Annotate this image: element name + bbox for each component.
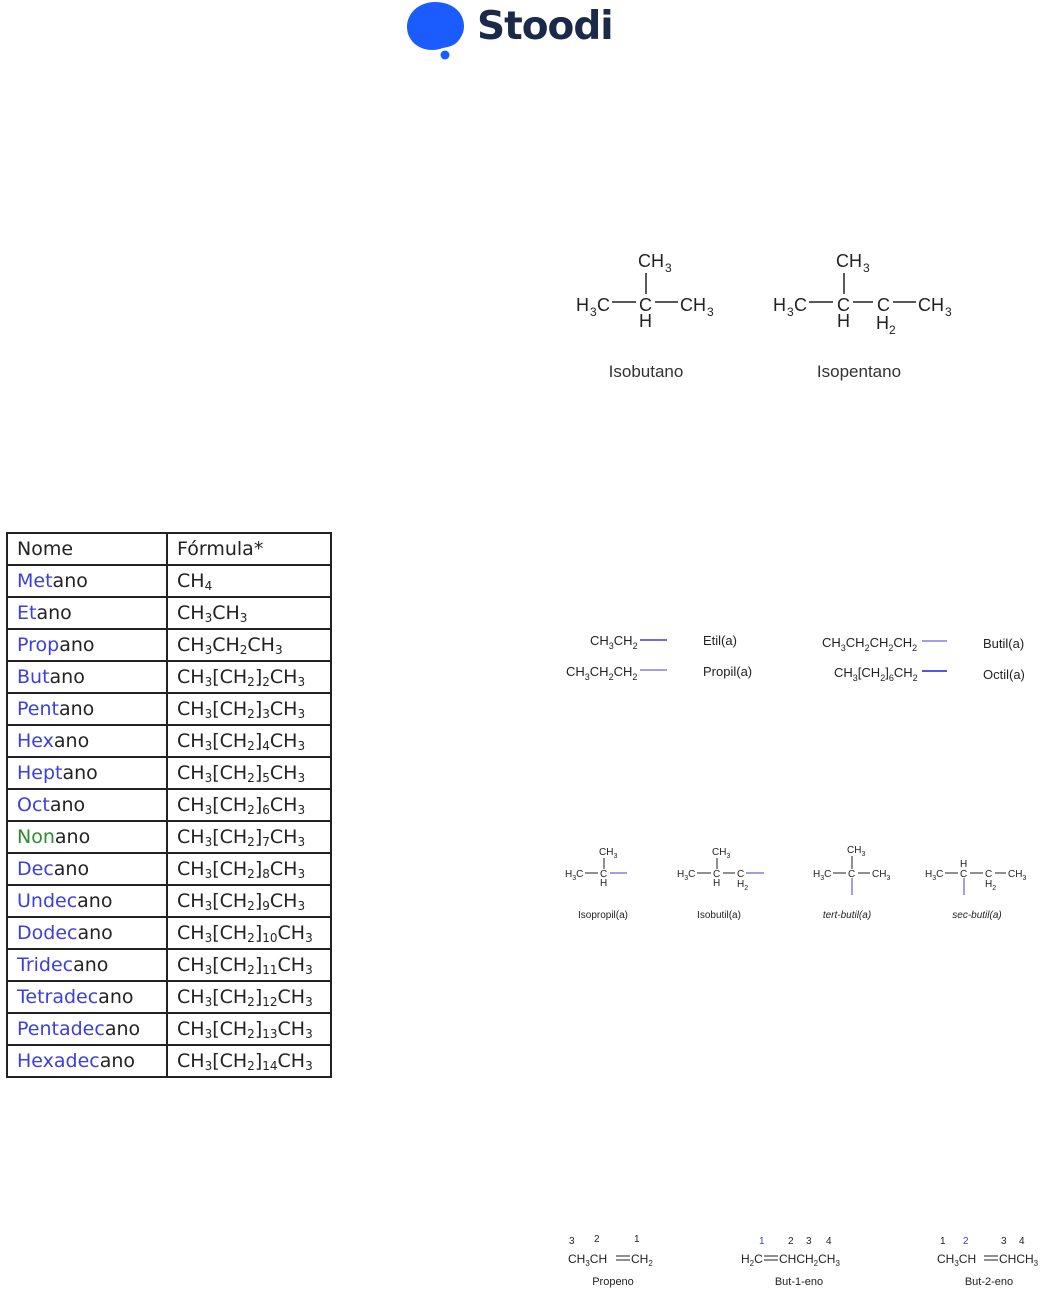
formula-part: ]	[254, 825, 263, 848]
table-row	[7, 757, 331, 789]
svg-text:3: 3	[945, 305, 952, 319]
formula-subscript: 3	[204, 674, 213, 689]
name-suffix: ano	[59, 634, 95, 656]
alkane-name-cell	[7, 565, 167, 597]
svg-text:CHCH3: $CHCH_3$	[999, 1252, 1039, 1268]
alkane-name-cell	[7, 597, 167, 629]
alkane-name-cell	[7, 1013, 167, 1045]
formula-subscript: 9	[262, 898, 270, 913]
svg-text:CH: CH	[638, 251, 664, 271]
formula-part: CH	[177, 697, 205, 720]
alkane-formula-cell	[167, 981, 331, 1013]
svg-text:CH3: $CH_3$	[1008, 869, 1027, 882]
formula-part: ]	[254, 857, 263, 880]
formula-part: ]	[254, 665, 263, 688]
svg-text:3: 3	[590, 305, 597, 319]
formula-part: ]	[254, 985, 263, 1008]
formula-part: CH	[269, 889, 298, 912]
formula-subscript: 3	[204, 962, 213, 977]
formula-subscript: 2	[247, 1058, 255, 1073]
svg-text:CH3: $CH_3$	[847, 845, 866, 858]
formula-part: ]	[254, 889, 263, 912]
formula-subscript: 3	[297, 706, 306, 721]
formula-part: ]	[254, 793, 263, 816]
formula-subscript: 3	[297, 738, 306, 753]
formula-subscript: 3	[204, 610, 213, 625]
formula-part: [CH	[212, 1049, 248, 1072]
formula-part: CH	[177, 761, 205, 784]
svg-text:CH: CH	[680, 295, 706, 315]
formula-subscript: 2	[262, 674, 270, 689]
svg-text:CH: CH	[836, 251, 862, 271]
svg-text:C: C	[597, 295, 610, 315]
formula-part: CH	[269, 729, 298, 752]
formula-part: [CH	[212, 985, 248, 1008]
table-row	[7, 725, 331, 757]
formula-part: CH	[269, 857, 298, 880]
formula-part: CH	[269, 825, 298, 848]
formula-part: CH	[177, 953, 205, 976]
formula-part: CH	[277, 921, 306, 944]
alkane-formula-cell	[167, 693, 331, 725]
alkane-formula-cell	[167, 565, 331, 597]
table-row	[7, 1045, 331, 1077]
formula-part: CH	[212, 601, 240, 624]
radical-label: Octil(a)	[983, 667, 1025, 682]
formula-part: CH	[269, 697, 298, 720]
alkane-name-cell	[7, 917, 167, 949]
formula-part: [CH	[212, 761, 248, 784]
formula-subscript: 5	[262, 770, 270, 785]
alkane-formula-cell	[167, 853, 331, 885]
svg-text:H2: $H_2$	[985, 879, 997, 892]
table-row	[7, 693, 331, 725]
formula-part: CH	[277, 1017, 306, 1040]
table-row	[7, 949, 331, 981]
name-prefix: Non	[17, 826, 55, 848]
formula-part: [CH	[212, 1017, 248, 1040]
formula-subscript: 3	[305, 962, 313, 977]
svg-text:H: H	[837, 311, 850, 331]
carbon-number: 3	[569, 1236, 575, 1247]
name-prefix: But	[17, 666, 50, 688]
table-row	[7, 981, 331, 1013]
alkane-formula-cell	[167, 885, 331, 917]
formula-subscript: 3	[297, 898, 306, 913]
name-suffix: ano	[49, 666, 85, 688]
name-suffix: ano	[99, 1050, 136, 1072]
alkene-label: But-1-eno	[774, 1276, 824, 1288]
name-prefix: Et	[17, 602, 37, 624]
formula-subscript: 3	[297, 770, 306, 785]
svg-text:C: C	[794, 295, 807, 315]
branched-radical-label: Isopropil(a)	[577, 910, 629, 921]
formula-part: [CH	[212, 825, 248, 848]
formula-subscript: 3	[204, 642, 213, 657]
alkane-formula-cell	[167, 725, 331, 757]
formula-part: CH	[177, 729, 205, 752]
name-prefix: Tetradec	[17, 986, 99, 1008]
formula-subscript: 10	[262, 930, 278, 945]
name-suffix: ano	[52, 570, 88, 592]
formula-subscript: 2	[247, 770, 255, 785]
radical-label: Propil(a)	[703, 664, 753, 679]
formula-subscript: 2	[247, 802, 255, 817]
name-suffix: ano	[58, 698, 95, 720]
branched-radical-label: Isobutil(a)	[697, 910, 741, 921]
formula-subscript: 3	[204, 802, 213, 817]
name-suffix: ano	[98, 986, 134, 1008]
svg-text:CH3: $CH_3$	[712, 847, 731, 860]
formula-part: CH	[269, 665, 298, 688]
formula-subscript: 3	[274, 642, 283, 657]
formula-part: CH	[177, 985, 205, 1008]
alkane-name-cell	[7, 757, 167, 789]
formula-subscript: 3	[204, 1026, 213, 1041]
isomer-label: Isopentano	[816, 362, 902, 381]
alkane-name-cell	[7, 629, 167, 661]
alkane-name-cell	[7, 661, 167, 693]
name-prefix: Hept	[17, 762, 63, 784]
formula-part: ]	[254, 1017, 263, 1040]
svg-text:CH3CH2CH2CH2: $CH_3CH_2CH_2CH_2$	[822, 635, 918, 653]
table-row	[7, 885, 331, 917]
formula-part: ]	[254, 1049, 263, 1072]
name-prefix: Hexadec	[17, 1050, 100, 1072]
name-prefix: Met	[17, 570, 53, 592]
svg-text:C: C	[985, 869, 993, 880]
formula-part: ]	[254, 729, 263, 752]
name-suffix: ano	[62, 762, 98, 784]
svg-text:CH3CH: $CH_3CH$	[937, 1252, 977, 1268]
formula-subscript: 11	[262, 962, 278, 977]
name-prefix: Pent	[17, 698, 59, 720]
svg-text:H2C: $H_2C$	[741, 1252, 763, 1268]
svg-text:C: C	[713, 869, 721, 880]
formula-part: CH	[177, 857, 205, 880]
carbon-number: 1	[634, 1234, 640, 1245]
alkene-label: But-2-eno	[964, 1276, 1014, 1288]
table-row	[7, 565, 331, 597]
formula-part: CH	[177, 825, 205, 848]
alkane-name-cell	[7, 853, 167, 885]
formula-part: CH	[212, 633, 240, 656]
formula-subscript: 3	[297, 802, 306, 817]
svg-text:H3C: $H_3C$	[813, 869, 832, 882]
formula-part: CH	[177, 569, 205, 592]
alkane-name-cell	[7, 725, 167, 757]
svg-text:H: H	[960, 859, 968, 870]
formula-subscript: 3	[297, 866, 306, 881]
formula-part: CH	[177, 633, 205, 656]
formula-subscript: 3	[204, 994, 213, 1009]
formula-part: CH	[177, 793, 205, 816]
radicals-diagram	[560, 625, 1040, 690]
formula-subscript: 2	[239, 642, 248, 657]
column-header-name: Nome	[7, 533, 167, 565]
svg-text:3: 3	[787, 305, 794, 319]
formula-subscript: 3	[204, 866, 213, 881]
table-row	[7, 1013, 331, 1045]
name-suffix: ano	[36, 602, 72, 624]
formula-part: CH	[277, 985, 306, 1008]
alkane-formula-cell	[167, 917, 331, 949]
column-header-formula: Fórmula*	[167, 533, 331, 565]
alkane-name-cell	[7, 949, 167, 981]
svg-text:H: H	[576, 295, 589, 315]
isomer-label: Isobutano	[608, 362, 684, 381]
svg-text:H: H	[773, 295, 786, 315]
svg-text:CH3CH: $CH_3CH$	[568, 1252, 608, 1268]
formula-subscript: 2	[247, 674, 255, 689]
alkane-formula-cell	[167, 629, 331, 661]
svg-text:C: C	[639, 295, 652, 315]
alkenes-diagram	[560, 1232, 1046, 1292]
name-suffix: ano	[77, 890, 113, 912]
svg-text:CH2: $CH_2$	[631, 1252, 653, 1268]
formula-part: CH	[177, 601, 205, 624]
svg-text:H: H	[713, 878, 721, 889]
formula-part: [CH	[212, 665, 248, 688]
formula-part: CH	[177, 665, 205, 688]
formula-subscript: 3	[239, 610, 248, 625]
name-prefix: Oct	[17, 794, 50, 816]
alkane-formula-cell	[167, 1045, 331, 1077]
svg-text:H: H	[600, 878, 608, 889]
formula-part: CH	[177, 1017, 205, 1040]
carbon-number: 4	[1019, 1236, 1025, 1247]
formula-subscript: 3	[204, 738, 213, 753]
formula-subscript: 2	[247, 706, 255, 721]
svg-text:C: C	[877, 295, 890, 315]
formula-part: [CH	[212, 697, 248, 720]
svg-text:H3C: $H_3C$	[565, 869, 584, 882]
svg-text:H2: $H_2$	[737, 879, 749, 892]
svg-text:3: 3	[665, 261, 672, 275]
formula-subscript: 3	[305, 930, 313, 945]
formula-part: [CH	[212, 729, 248, 752]
svg-text:C: C	[600, 869, 608, 880]
name-suffix: ano	[49, 794, 86, 816]
name-suffix: ano	[53, 730, 90, 752]
name-prefix: Pentadec	[17, 1018, 105, 1040]
carbon-number: 3	[1001, 1236, 1007, 1247]
formula-subscript: 2	[247, 898, 255, 913]
formula-subscript: 2	[247, 866, 255, 881]
formula-subscript: 4	[204, 578, 213, 593]
alkene-label: Propeno	[592, 1276, 634, 1288]
svg-text:H: H	[639, 311, 652, 331]
formula-subscript: 3	[204, 930, 213, 945]
formula-part: CH	[277, 953, 306, 976]
formula-subscript: 6	[262, 802, 270, 817]
formula-part: CH	[177, 1049, 205, 1072]
table-row	[7, 629, 331, 661]
formula-subscript: 2	[247, 834, 255, 849]
formula-subscript: 2	[247, 930, 255, 945]
alkane-formula-cell	[167, 757, 331, 789]
stoodi-logo[interactable]	[405, 0, 645, 62]
svg-text:3: 3	[707, 305, 714, 319]
formula-part: CH	[247, 633, 275, 656]
alkane-name-cell	[7, 789, 167, 821]
branched-radical-label: sec-butil(a)	[952, 910, 1002, 921]
formula-part: ]	[254, 697, 263, 720]
svg-text:2: 2	[889, 323, 896, 337]
carbon-number: 2	[594, 1234, 600, 1245]
svg-text:CH3: $CH_3$	[872, 869, 891, 882]
table-row	[7, 917, 331, 949]
table-header-row	[7, 533, 331, 565]
formula-subscript: 3	[262, 706, 270, 721]
formula-subscript: 13	[262, 1026, 278, 1041]
carbon-number: 1	[940, 1236, 946, 1247]
svg-text:CH3: $CH_3$	[599, 847, 618, 860]
formula-subscript: 3	[204, 770, 213, 785]
formula-subscript: 12	[262, 994, 278, 1009]
alkane-formula-cell	[167, 661, 331, 693]
formula-subscript: 3	[204, 1058, 213, 1073]
alkane-name-cell	[7, 821, 167, 853]
svg-text:CH3CH2CH2: $CH_3CH_2CH_2$	[566, 664, 638, 682]
table-row	[7, 821, 331, 853]
formula-subscript: 3	[204, 834, 213, 849]
alkane-formula-cell	[167, 949, 331, 981]
svg-text:C: C	[837, 295, 850, 315]
speech-bubble-icon	[405, 0, 469, 62]
formula-part: CH	[277, 1049, 306, 1072]
formula-subscript: 2	[247, 738, 255, 753]
formula-part: ]	[254, 761, 263, 784]
formula-part: [CH	[212, 857, 248, 880]
radical-label: Etil(a)	[703, 633, 737, 648]
formula-part: [CH	[212, 793, 248, 816]
alkane-formula-cell	[167, 1013, 331, 1045]
formula-part: [CH	[212, 921, 248, 944]
alkane-name-cell	[7, 885, 167, 917]
formula-subscript: 2	[247, 994, 255, 1009]
brand-name: Stoodi	[477, 4, 613, 49]
formula-subscript: 14	[262, 1058, 278, 1073]
name-prefix: Dodec	[17, 922, 78, 944]
formula-part: ]	[254, 953, 263, 976]
svg-text:H3C: $H_3C$	[925, 869, 944, 882]
svg-text:CH3[CH2]6CH2: $CH_3[CH_2]_6CH_2$	[834, 665, 918, 683]
name-prefix: Tridec	[17, 954, 74, 976]
svg-text:C: C	[848, 869, 856, 880]
formula-part: CH	[177, 921, 205, 944]
table-row	[7, 661, 331, 693]
formula-subscript: 3	[305, 1026, 313, 1041]
table-row	[7, 789, 331, 821]
alkane-formula-cell	[167, 789, 331, 821]
alkane-formula-cell	[167, 597, 331, 629]
svg-text:3: 3	[863, 261, 870, 275]
carbon-number: 4	[826, 1236, 832, 1247]
carbon-number: 3	[806, 1236, 812, 1247]
alkane-name-cell	[7, 1045, 167, 1077]
name-suffix: ano	[104, 1018, 141, 1040]
formula-part: [CH	[212, 953, 248, 976]
formula-subscript: 4	[262, 738, 270, 753]
name-suffix: ano	[53, 858, 90, 880]
name-prefix: Prop	[17, 634, 60, 656]
formula-part: CH	[269, 793, 298, 816]
carbon-number: 2	[963, 1236, 969, 1247]
formula-part: CH	[177, 889, 205, 912]
alkane-name-cell	[7, 981, 167, 1013]
name-prefix: Hex	[17, 730, 54, 752]
alkane-name-cell	[7, 693, 167, 725]
svg-text:CH: CH	[918, 295, 944, 315]
formula-subscript: 3	[297, 674, 306, 689]
branched-radical-label: tert-butil(a)	[822, 910, 872, 921]
formula-part: CH	[269, 761, 298, 784]
svg-text:CHCH2CH3: $CHCH_2CH_3$	[779, 1252, 840, 1268]
radical-label: Butil(a)	[983, 636, 1025, 651]
formula-subscript: 2	[247, 1026, 255, 1041]
formula-subscript: 3	[204, 898, 213, 913]
formula-subscript: 8	[262, 866, 270, 881]
formula-part: ]	[254, 921, 263, 944]
formula-part: [CH	[212, 889, 248, 912]
alkane-table	[6, 532, 332, 1078]
formula-subscript: 7	[262, 834, 270, 849]
name-suffix: ano	[73, 954, 109, 976]
name-prefix: Dec	[17, 858, 54, 880]
carbon-number: 2	[788, 1236, 794, 1247]
svg-text:H3C: $H_3C$	[677, 869, 696, 882]
alkane-formula-cell	[167, 821, 331, 853]
table-row	[7, 597, 331, 629]
svg-text:C: C	[960, 869, 968, 880]
formula-subscript: 3	[297, 834, 306, 849]
name-suffix: ano	[54, 826, 91, 848]
svg-text:C: C	[737, 869, 745, 880]
formula-subscript: 3	[204, 706, 213, 721]
carbon-number: 1	[759, 1236, 765, 1247]
formula-subscript: 2	[247, 962, 255, 977]
formula-subscript: 3	[305, 994, 313, 1009]
formula-subscript: 3	[305, 1058, 313, 1073]
table-row	[7, 853, 331, 885]
svg-text:H: H	[876, 313, 889, 333]
isomers-diagram	[570, 245, 970, 395]
name-suffix: ano	[77, 922, 113, 944]
svg-text:CH3CH2: $CH_3CH_2$	[590, 633, 638, 651]
branched-radicals-diagram	[560, 840, 1040, 930]
name-prefix: Undec	[17, 890, 78, 912]
